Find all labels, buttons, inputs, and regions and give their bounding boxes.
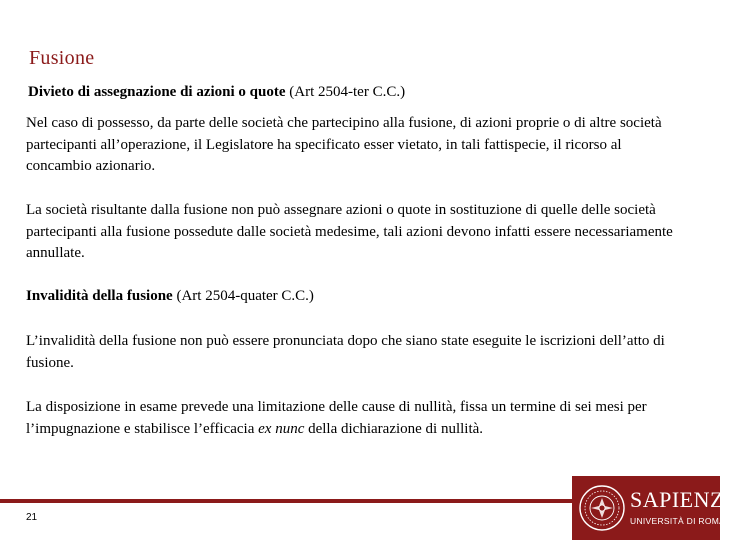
paragraph-possesso: Nel caso di possesso, da parte delle società che partecipino alla fusione, di azioni proprie o di altre società partecipanti all’operazione, il Legislatore ha specificato esser vietato, in tali fattispecie, il ricorso al concambio azionario.	[26, 115, 662, 174]
footer-divider	[0, 499, 580, 503]
paragraph-invalidita: L’invalidità della fusione non può essere pronunciata dopo che siano state eseguite le iscrizioni dell’atto di fusione.	[26, 333, 665, 371]
section-subtitle	[28, 84, 405, 101]
logo-subtitle: UNIVERSITÀ DI ROMA	[630, 516, 726, 526]
university-seal-icon	[578, 484, 626, 532]
subtitle-reference: (Art 2504-ter C.C.)	[285, 84, 406, 100]
subtitle-bold: Divieto di assegnazione di azioni o quote	[28, 84, 286, 100]
paragraph4-start: La disposizione in esame prevede una limitazione delle cause di nullità, fissa un termine di sei mesi per l’impugnazione e stabilisce l’efficacia	[26, 399, 647, 437]
logo-name: SAPIENZA	[630, 487, 740, 512]
paragraph4-end: della dichiarazione di nullità.	[304, 420, 484, 437]
paragraph-societa-risultante: La società risultante dalla fusione non può assegnare azioni o quote in sostituzione di quelle delle società partecipanti alla fusione possedute dalle società medesime, tali azioni devono infatti essere necessariamente annullate.	[26, 202, 673, 261]
university-logo	[572, 476, 740, 540]
paragraph-disposizione	[26, 397, 686, 440]
section-heading-invalidita	[26, 288, 314, 305]
heading2-reference: (Art 2504-quater C.C.)	[172, 288, 314, 304]
slide-title: Fusione	[29, 47, 95, 69]
page-number: 21	[26, 512, 38, 523]
heading2-bold: Invalidità della fusione	[26, 288, 173, 304]
paragraph4-italic: ex nunc	[258, 420, 305, 437]
